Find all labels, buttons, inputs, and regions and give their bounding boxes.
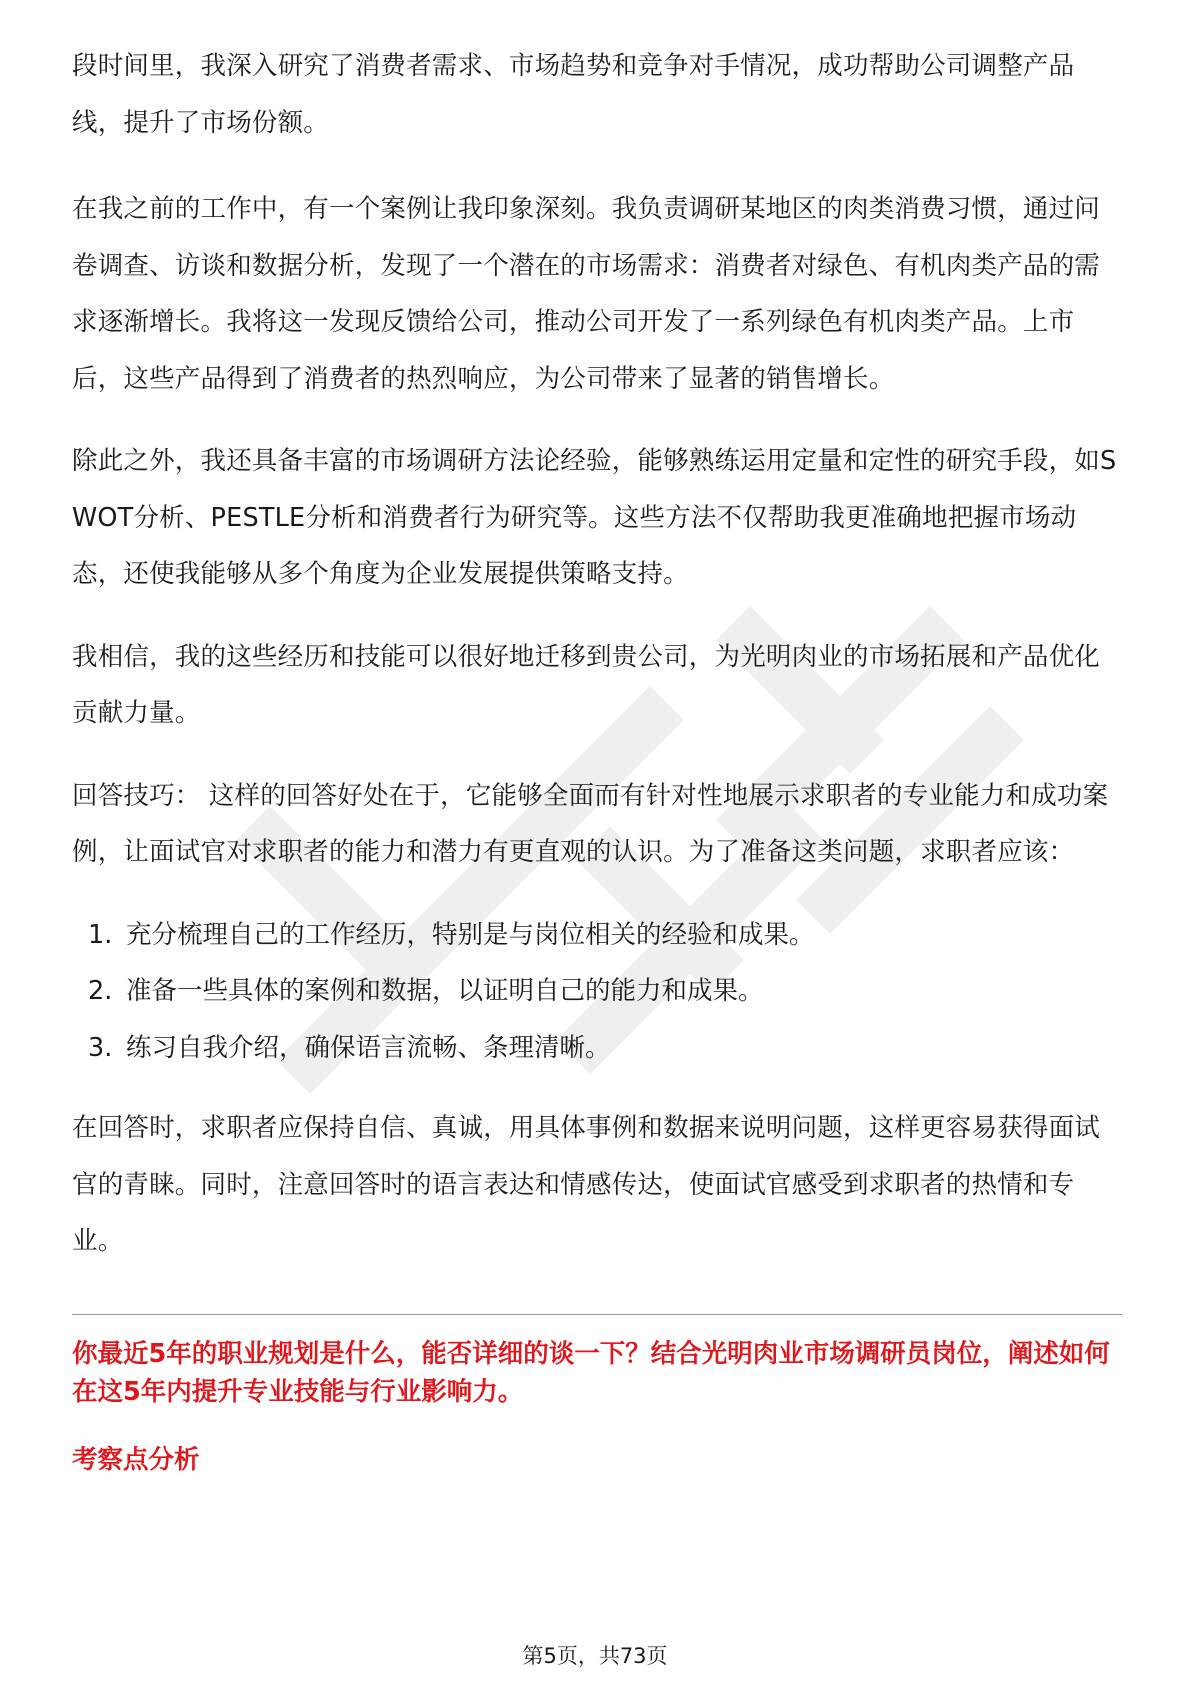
list-item-number: 1. — [88, 919, 113, 950]
page-footer: 第5页，共73页 — [522, 1644, 668, 1668]
paragraph-3: 除此之外，我还具备丰富的市场调研方法论经验，能够熟练运用定量和定性的研究手段，如SWOT分析、PESTLE分析和消费者行为研究等。这些方法不仅帮助我更准确地把握市场动态，还使我能够从多个角度为企业发展提供策略支持。 — [72, 446, 1117, 589]
document-page — [72, 38, 1122, 1479]
interview-question: 你最近5年的职业规划是什么，能否详细的谈一下？结合光明肉业市场调研员岗位，阐述如何在这5年内提升专业技能与行业影响力。 — [72, 1338, 1110, 1407]
list-item-number: 2. — [88, 976, 113, 1006]
list-item — [72, 963, 1122, 1020]
answer-tips-paragraph: 回答技巧： 这样的回答好处在于，它能够全面而有针对性地展示求职者的专业能力和成功案例，让面试官对求职者的能力和潜力有更直观的认识。为了准备这类问题，求职者应该： — [72, 780, 1109, 867]
list-item-number: 3. — [88, 1032, 113, 1063]
section-divider — [72, 1314, 1122, 1315]
list-item-text: 练习自我介绍，确保语言流畅、条理清晰。 — [126, 1032, 611, 1063]
paragraph-4: 我相信，我的这些经历和技能可以很好地迁移到贵公司，为光明肉业的市场拓展和产品优化贡献力量。 — [72, 641, 1101, 728]
list-item — [72, 1020, 1122, 1077]
list-item — [72, 907, 1122, 964]
list-item-text: 充分梳理自己的工作经历，特别是与岗位相关的经验和成果。 — [126, 919, 815, 950]
tips-list — [72, 907, 1122, 1077]
list-item-text: 准备一些具体的案例和数据，以证明自己的能力和成果。 — [126, 976, 764, 1006]
section-title: 考察点分析 — [72, 1444, 200, 1475]
closing-paragraph: 在回答时，求职者应保持自信、真诚，用具体事例和数据来说明问题，这样更容易获得面试官的青睐。同时，注意回答时的语言表达和情感传达，使面试官感受到求职者的热情和专业。 — [72, 1113, 1101, 1256]
paragraph-2: 在我之前的工作中，有一个案例让我印象深刻。我负责调研某地区的肉类消费习惯，通过问卷调查、访谈和数据分析，发现了一个潜在的市场需求：消费者对绿色、有机肉类产品的需求逐渐增长。我将这一发现反馈给公司，推动公司开发了一系列绿色有机肉类产品。上市后，这些产品得到了消费者的热烈响应，为公司带来了显著的销售增长。 — [72, 194, 1101, 394]
paragraph-1: 段时间里，我深入研究了消费者需求、市场趋势和竞争对手情况，成功帮助公司调整产品线，提升了市场份额。 — [72, 51, 1075, 138]
